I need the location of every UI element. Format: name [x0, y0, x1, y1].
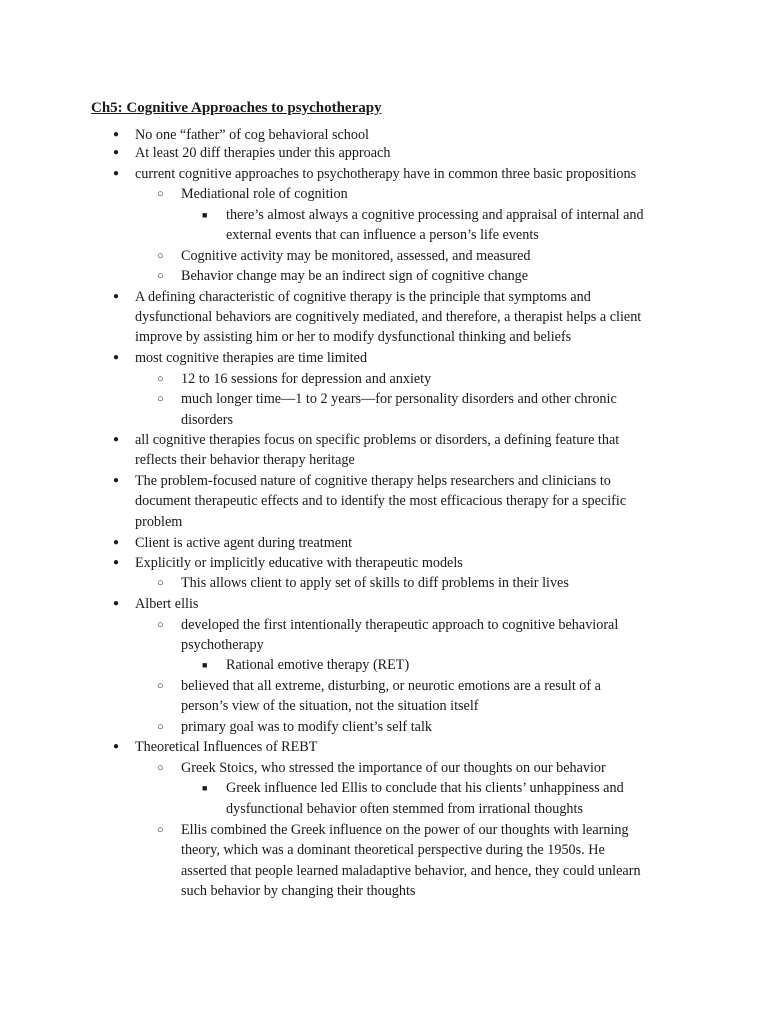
bullet-disc-icon: ●: [113, 291, 120, 302]
bullet-disc-icon: ●: [113, 129, 120, 140]
bullet-disc-icon: ●: [113, 557, 120, 568]
bullet-disc-icon: ●: [113, 537, 120, 548]
bullet-circle-icon: ○: [157, 188, 164, 200]
bullet-text: most cognitive therapies are time limited: [135, 350, 368, 366]
bullet-circle-icon: ○: [157, 680, 164, 692]
bullet-text: At least 20 diff therapies under this approach: [135, 145, 391, 161]
bullet-circle-icon: ○: [157, 393, 164, 405]
bullet-disc-icon: ●: [113, 168, 120, 179]
bullet-disc-icon: ●: [113, 475, 120, 486]
bullet-text-continuation: problem: [135, 514, 183, 530]
bullet-text: believed that all extreme, disturbing, or neurotic emotions are a result of a: [181, 678, 601, 694]
bullet-circle-icon: ○: [157, 762, 164, 774]
bullet-text: Greek influence led Ellis to conclude that his clients’ unhappiness and: [226, 780, 624, 796]
bullet-circle-icon: ○: [157, 824, 164, 836]
bullet-text-continuation: document therapeutic effects and to identify the most efficacious therapy for a specific: [135, 493, 627, 509]
bullet-text: Albert ellis: [135, 596, 199, 612]
bullet-text-continuation: dysfunctional behavior often stemmed from irrational thoughts: [226, 801, 583, 817]
bullet-disc-icon: ●: [113, 434, 120, 445]
bullet-disc-icon: ●: [113, 352, 120, 363]
bullet-text: A defining characteristic of cognitive therapy is the principle that symptoms and: [135, 289, 591, 305]
bullet-disc-icon: ●: [113, 147, 120, 158]
bullet-text-continuation: disorders: [181, 412, 234, 428]
bullet-text-continuation: such behavior by changing their thoughts: [181, 883, 416, 899]
bullet-circle-icon: ○: [157, 619, 164, 631]
bullet-text: Client is active agent during treatment: [135, 535, 353, 551]
bullet-disc-icon: ●: [113, 741, 120, 752]
bullet-text-continuation: asserted that people learned maladaptive behavior, and hence, they could unlearn: [181, 863, 641, 879]
bullet-text: primary goal was to modify client’s self talk: [181, 719, 432, 735]
bullet-circle-icon: ○: [157, 577, 164, 589]
bullet-circle-icon: ○: [157, 250, 164, 262]
bullet-text: Behavior change may be an indirect sign of cognitive change: [181, 268, 529, 284]
bullet-text: all cognitive therapies focus on specific problems or disorders, a defining feature that: [135, 432, 620, 448]
bullet-circle-icon: ○: [157, 270, 164, 282]
bullet-text: Explicitly or implicitly educative with therapeutic models: [135, 555, 463, 571]
bullet-text: Greek Stoics, who stressed the importance of our thoughts on our behavior: [181, 760, 606, 776]
bullet-text-continuation: reflects their behavior therapy heritage: [135, 452, 355, 468]
bullet-circle-icon: ○: [157, 721, 164, 733]
bullet-square-icon: ■: [202, 210, 208, 220]
bullet-text: current cognitive approaches to psychotherapy have in common three basic propositions: [135, 166, 637, 182]
bullet-text-continuation: external events that can influence a person’s life events: [226, 227, 539, 243]
bullet-text: Theoretical Influences of REBT: [135, 739, 318, 755]
page-title: Ch5: Cognitive Approaches to psychotherapy: [91, 100, 382, 116]
bullet-text: Rational emotive therapy (RET): [226, 657, 410, 673]
bullet-text-continuation: psychotherapy: [181, 637, 264, 653]
bullet-square-icon: ■: [202, 783, 208, 793]
bullet-text: Cognitive activity may be monitored, assessed, and measured: [181, 248, 531, 264]
bullet-text-continuation: improve by assisting him or her to modify dysfunctional thinking and beliefs: [135, 329, 572, 345]
bullet-text-continuation: dysfunctional behaviors are cognitively mediated, and therefore, a therapist helps a client: [135, 309, 642, 325]
bullet-text: No one “father” of cog behavioral school: [135, 127, 369, 143]
bullet-text: developed the first intentionally therapeutic approach to cognitive behavioral: [181, 617, 619, 633]
bullet-text-continuation: theory, which was a dominant theoretical perspective during the 1950s. He: [181, 842, 605, 858]
bullet-text: there’s almost always a cognitive processing and appraisal of internal and: [226, 207, 644, 223]
bullet-square-icon: ■: [202, 660, 208, 670]
bullet-disc-icon: ●: [113, 598, 120, 609]
bullet-text: The problem-focused nature of cognitive therapy helps researchers and clinicians to: [135, 473, 611, 489]
bullet-text: much longer time—1 to 2 years—for personality disorders and other chronic: [181, 391, 617, 407]
bullet-text-continuation: person’s view of the situation, not the situation itself: [181, 698, 479, 714]
bullet-circle-icon: ○: [157, 373, 164, 385]
bullet-text: This allows client to apply set of skills to diff problems in their lives: [181, 575, 569, 591]
bullet-text: Ellis combined the Greek influence on the power of our thoughts with learning: [181, 822, 629, 838]
bullet-text: Mediational role of cognition: [181, 186, 348, 202]
bullet-text: 12 to 16 sessions for depression and anxiety: [181, 371, 432, 387]
